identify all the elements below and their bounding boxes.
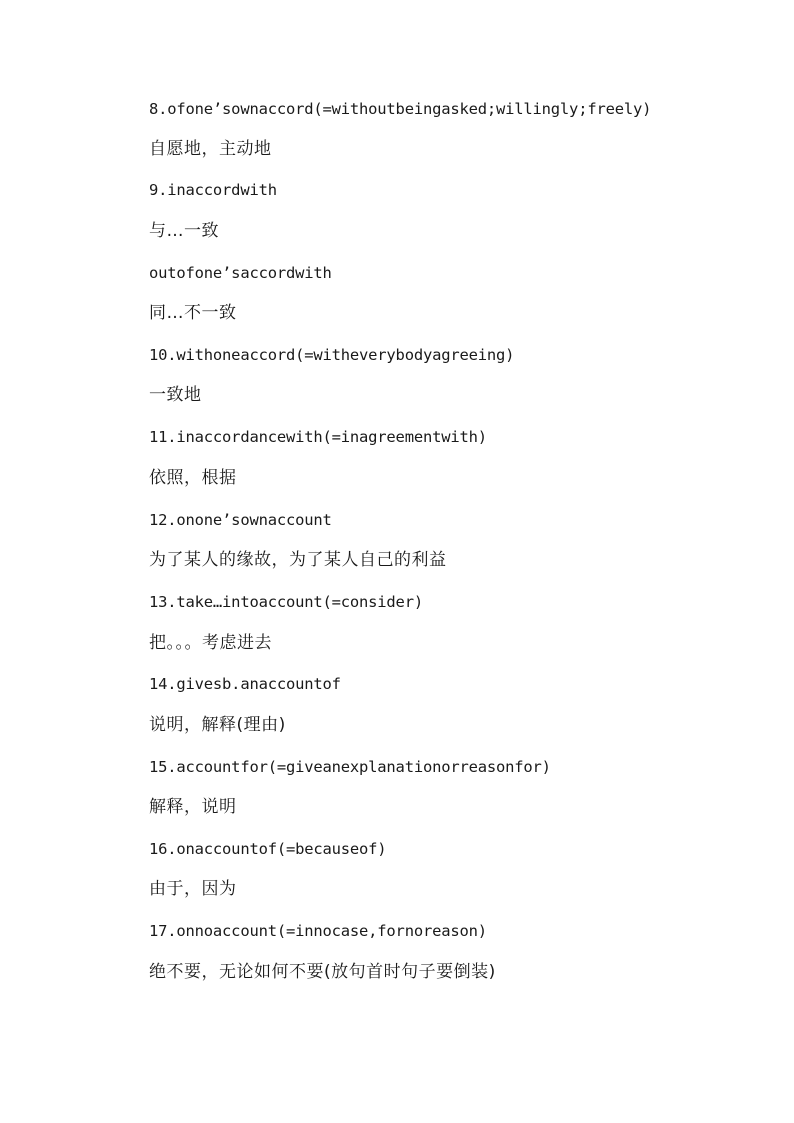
entry-9-phrase: 9.inaccordwith [149, 181, 277, 199]
entry-15-meaning: 解释，说明 [149, 797, 237, 817]
entry-11-phrase: 11.inaccordancewith(=inagreementwith) [149, 428, 487, 446]
entry-10-meaning: 一致地 [149, 385, 202, 405]
entry-14-meaning: 说明，解释(理由) [149, 715, 286, 735]
entry-12-phrase: 12.onone’sownaccount [149, 511, 332, 529]
entry-9b-phrase: outofone’saccordwith [149, 264, 332, 282]
entry-13-meaning: 把。。。考虑进去 [149, 633, 272, 653]
entry-12-meaning: 为了某人的缘故，为了某人自己的利益 [149, 550, 447, 570]
entry-17-phrase: 17.onnoaccount(=innocase,fornoreason) [149, 922, 487, 940]
entry-15-phrase: 15.accountfor(=giveanexplanationorreasonfor) [149, 758, 551, 776]
entry-16-meaning: 由于，因为 [149, 879, 237, 899]
entry-8-meaning: 自愿地，主动地 [149, 139, 272, 159]
entry-10-phrase: 10.withoneaccord(=witheverybodyagreeing) [149, 346, 515, 364]
entry-8-phrase: 8.ofone’sownaccord(=withoutbeingasked;willingly;freely) [149, 100, 652, 118]
entry-16-phrase: 16.onaccountof(=becauseof) [149, 840, 387, 858]
entry-9b-meaning: 同…不一致 [149, 303, 237, 323]
entry-9-meaning: 与…一致 [149, 221, 219, 241]
entry-11-meaning: 依照，根据 [149, 468, 237, 488]
entry-13-phrase: 13.take…intoaccount(=consider) [149, 593, 423, 611]
entry-17-meaning: 绝不要，无论如何不要(放句首时句子要倒装) [149, 962, 496, 982]
entry-14-phrase: 14.givesb.anaccountof [149, 675, 341, 693]
